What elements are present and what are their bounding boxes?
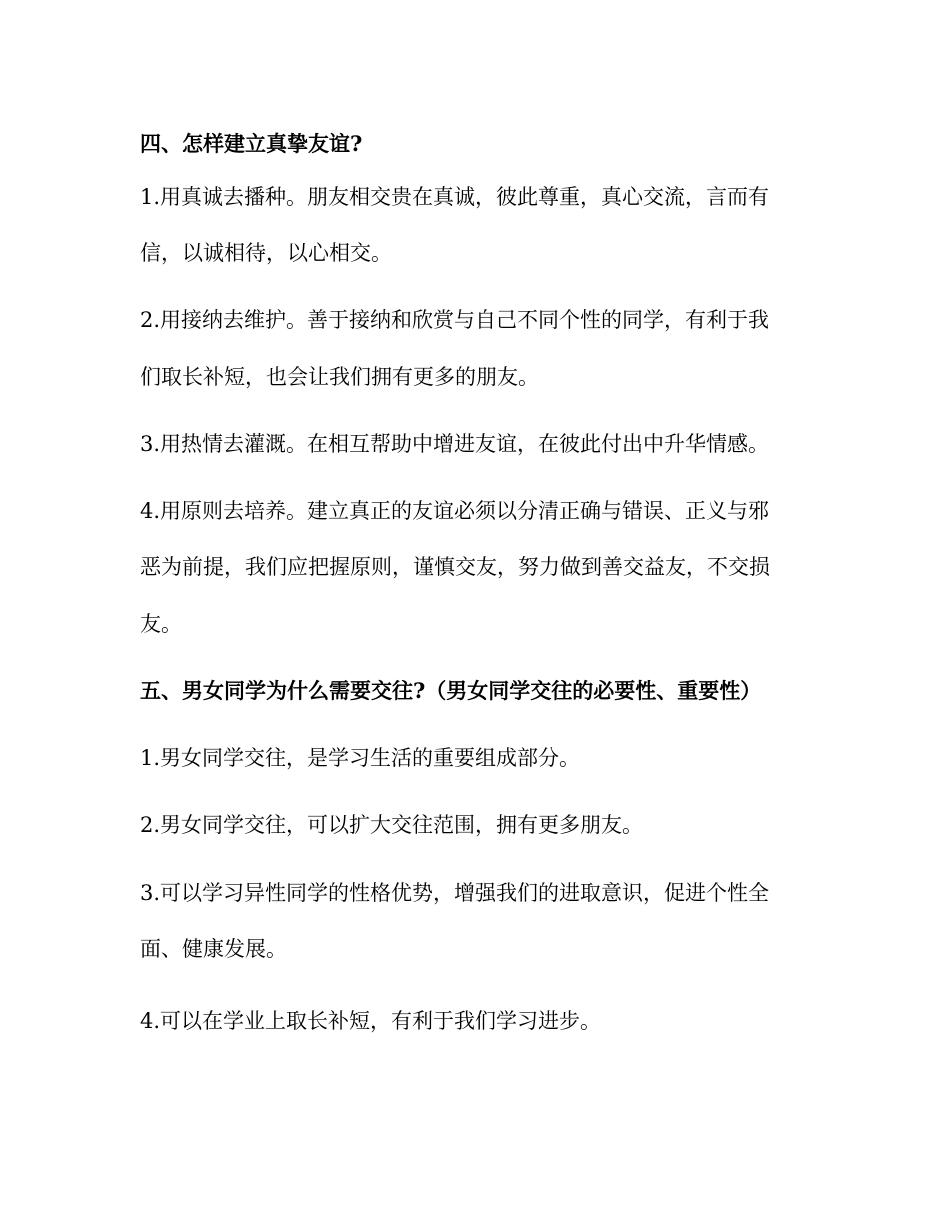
section-4-heading: 四、怎样建立真挚友谊?	[140, 131, 363, 156]
section-4-item-4-line-1: 4.用原则去培养。建立真正的友谊必须以分清正确与错误、正义与邪	[140, 499, 770, 523]
section-5-item-3-line-2: 面、健康发展。	[140, 937, 287, 961]
section-5-item-2-line-1: 2.男女同学交往，可以扩大交往范围，拥有更多朋友。	[140, 813, 644, 837]
section-4-item-4-line-2: 恶为前提，我们应把握原则，谨慎交友，努力做到善交益友，不交损	[140, 555, 770, 579]
section-4-item-2-line-2: 们取长补短，也会让我们拥有更多的朋友。	[140, 365, 539, 389]
section-4-item-1-line-1: 1.用真诚去播种。朋友相交贵在真诚，彼此尊重，真心交流，言而有	[140, 185, 770, 209]
section-4-item-3-line-1: 3.用热情去灌溉。在相互帮助中增进友谊，在彼此付出中升华情感。	[140, 432, 770, 456]
section-4-item-2-line-1: 2.用接纳去维护。善于接纳和欣赏与自己不同个性的同学，有利于我	[140, 308, 770, 332]
section-5-item-3-line-1: 3.可以学习异性同学的性格优势，增强我们的进取意识，促进个性全	[140, 881, 770, 905]
section-4-item-4-line-3: 友。	[140, 612, 182, 636]
section-5-heading: 五、男女同学为什么需要交往?（男女同学交往的必要性、重要性）	[140, 678, 762, 703]
section-5-item-1-line-1: 1.男女同学交往，是学习生活的重要组成部分。	[140, 746, 581, 770]
section-4-item-1-line-2: 信，以诚相待，以心相交。	[140, 241, 392, 265]
section-5-item-4-line-1: 4.可以在学业上取长补短，有利于我们学习进步。	[140, 1009, 602, 1033]
